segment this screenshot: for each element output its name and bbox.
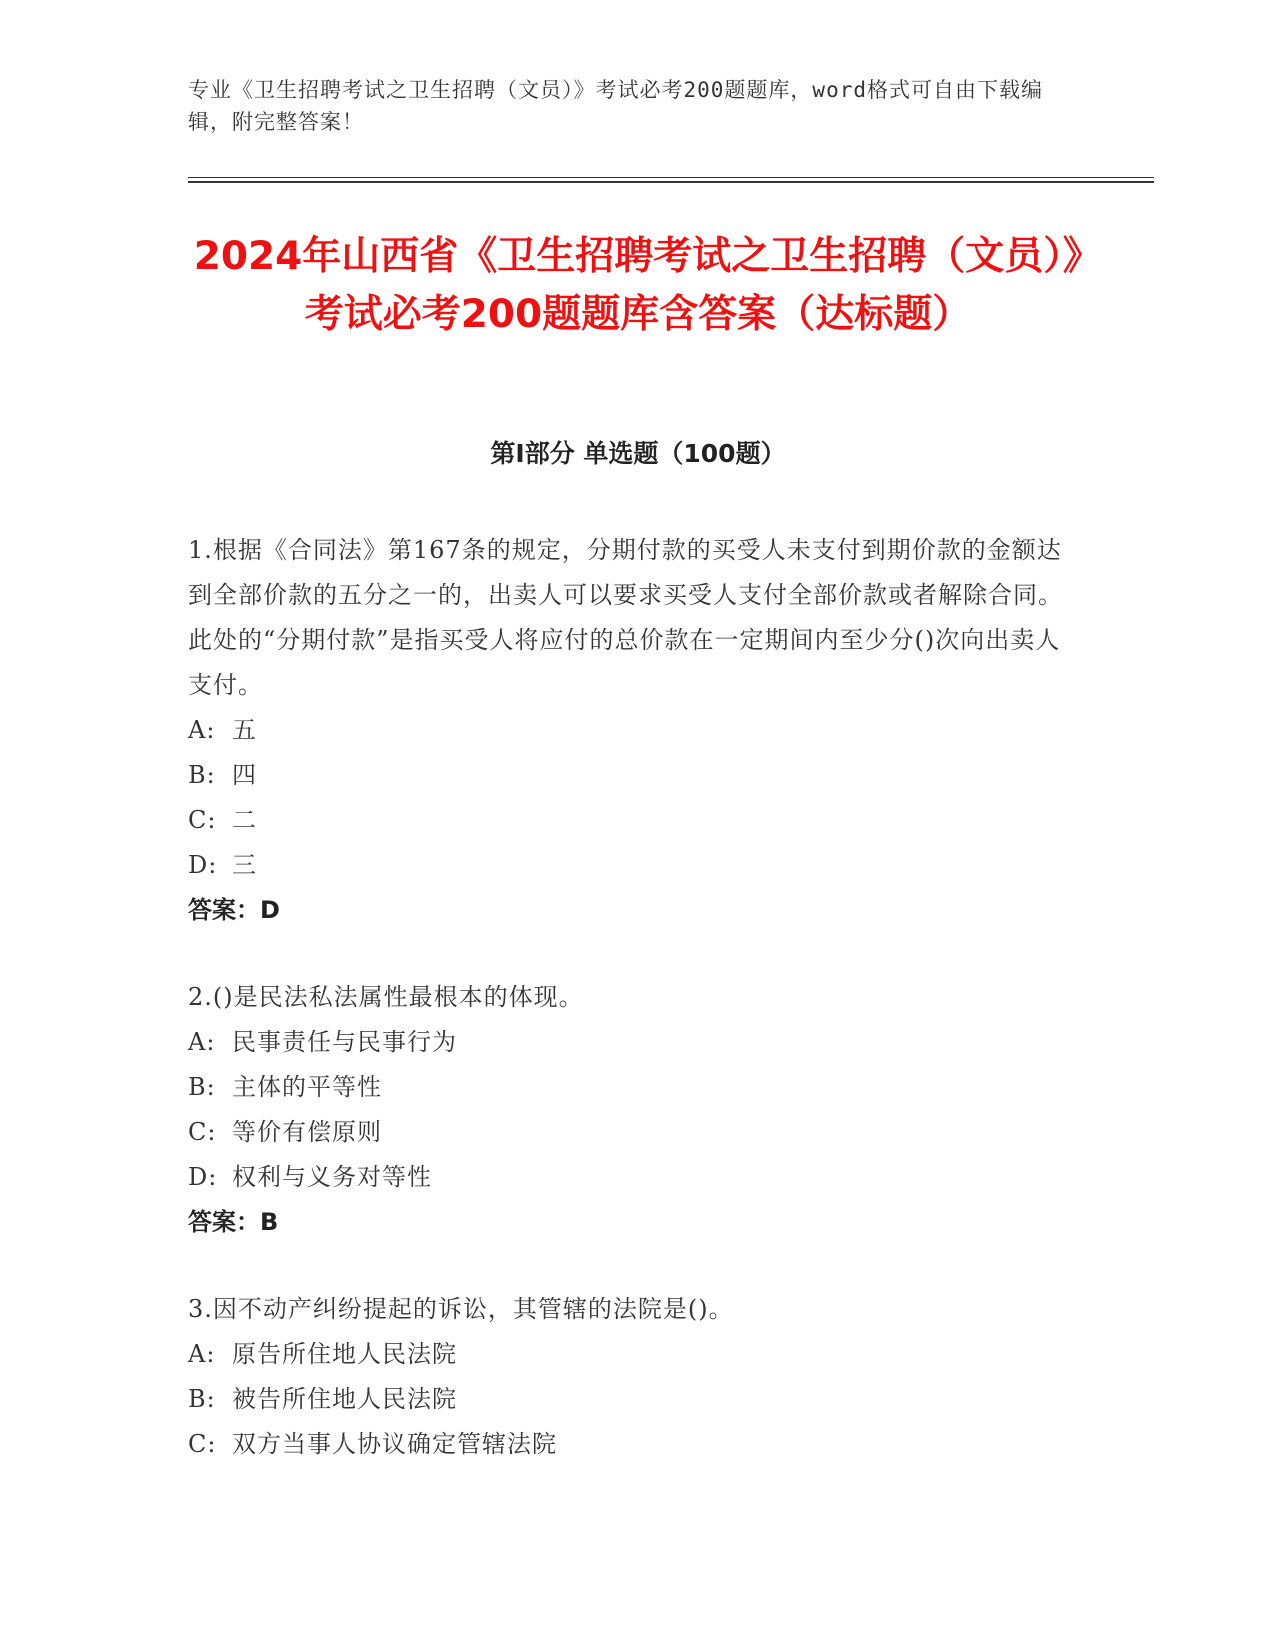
option-c [188, 798, 1068, 843]
option-text: 主体的平等性 [232, 1073, 382, 1101]
question-list [188, 528, 1068, 1509]
question-3 [188, 1287, 1068, 1467]
option-d [188, 1155, 1068, 1200]
option-letter: D: [188, 1163, 218, 1191]
option-b [188, 1377, 1068, 1422]
option-letter: D: [188, 851, 218, 879]
option-a [188, 1020, 1068, 1065]
option-letter: A: [188, 1028, 216, 1056]
question-1 [188, 528, 1068, 933]
option-text: 权利与义务对等性 [232, 1163, 432, 1191]
question-text: 3.因不动产纠纷提起的诉讼，其管辖的法院是()。 [188, 1295, 734, 1323]
option-d [188, 843, 1068, 888]
option-c [188, 1110, 1068, 1155]
question-2 [188, 975, 1068, 1245]
option-b [188, 753, 1068, 798]
option-text: 二 [232, 806, 257, 834]
answer: 答案：B [188, 1208, 279, 1236]
option-text: 三 [232, 851, 257, 879]
option-text: 五 [232, 716, 257, 744]
option-text: 被告所住地人民法院 [232, 1385, 457, 1413]
header-divider-thick [188, 181, 1154, 183]
option-letter: C: [188, 1430, 217, 1458]
option-letter: A: [188, 716, 216, 744]
option-letter: B: [188, 761, 216, 789]
option-text: 等价有偿原则 [232, 1118, 382, 1146]
header-note: 专业《卫生招聘考试之卫生招聘（文员）》考试必考200题题库，word格式可自由下载编辑，附完整答案！ [188, 78, 1043, 134]
header-divider-thin [188, 177, 1154, 178]
option-a [188, 1332, 1068, 1377]
option-b [188, 1065, 1068, 1110]
option-letter: B: [188, 1073, 216, 1101]
question-text: 2.()是民法私法属性最根本的体现。 [188, 983, 584, 1011]
question-text: 1.根据《合同法》第167条的规定，分期付款的买受人未支付到期价款的金额达到全部价款的五分之一的，出卖人可以要求买受人支付全部价款或者解除合同。此处的“分期付款”是指买受人将应付的总价款在一定期间内至少分()次向出卖人支付。 [188, 536, 1063, 699]
option-c [188, 1422, 1068, 1467]
option-letter: B: [188, 1385, 216, 1413]
option-a [188, 708, 1068, 753]
document-title: 2024年山西省《卫生招聘考试之卫生招聘（文员）》考试必考200题题库含答案（达标题） [193, 234, 1083, 337]
option-letter: C: [188, 1118, 217, 1146]
section-title: 第Ⅰ部分 单选题（100题） [490, 439, 786, 468]
option-letter: A: [188, 1340, 216, 1368]
option-text: 四 [232, 761, 257, 789]
option-letter: C: [188, 806, 217, 834]
answer: 答案：D [188, 896, 280, 924]
option-text: 民事责任与民事行为 [232, 1028, 457, 1056]
option-text: 双方当事人协议确定管辖法院 [232, 1430, 557, 1458]
option-text: 原告所住地人民法院 [232, 1340, 457, 1368]
